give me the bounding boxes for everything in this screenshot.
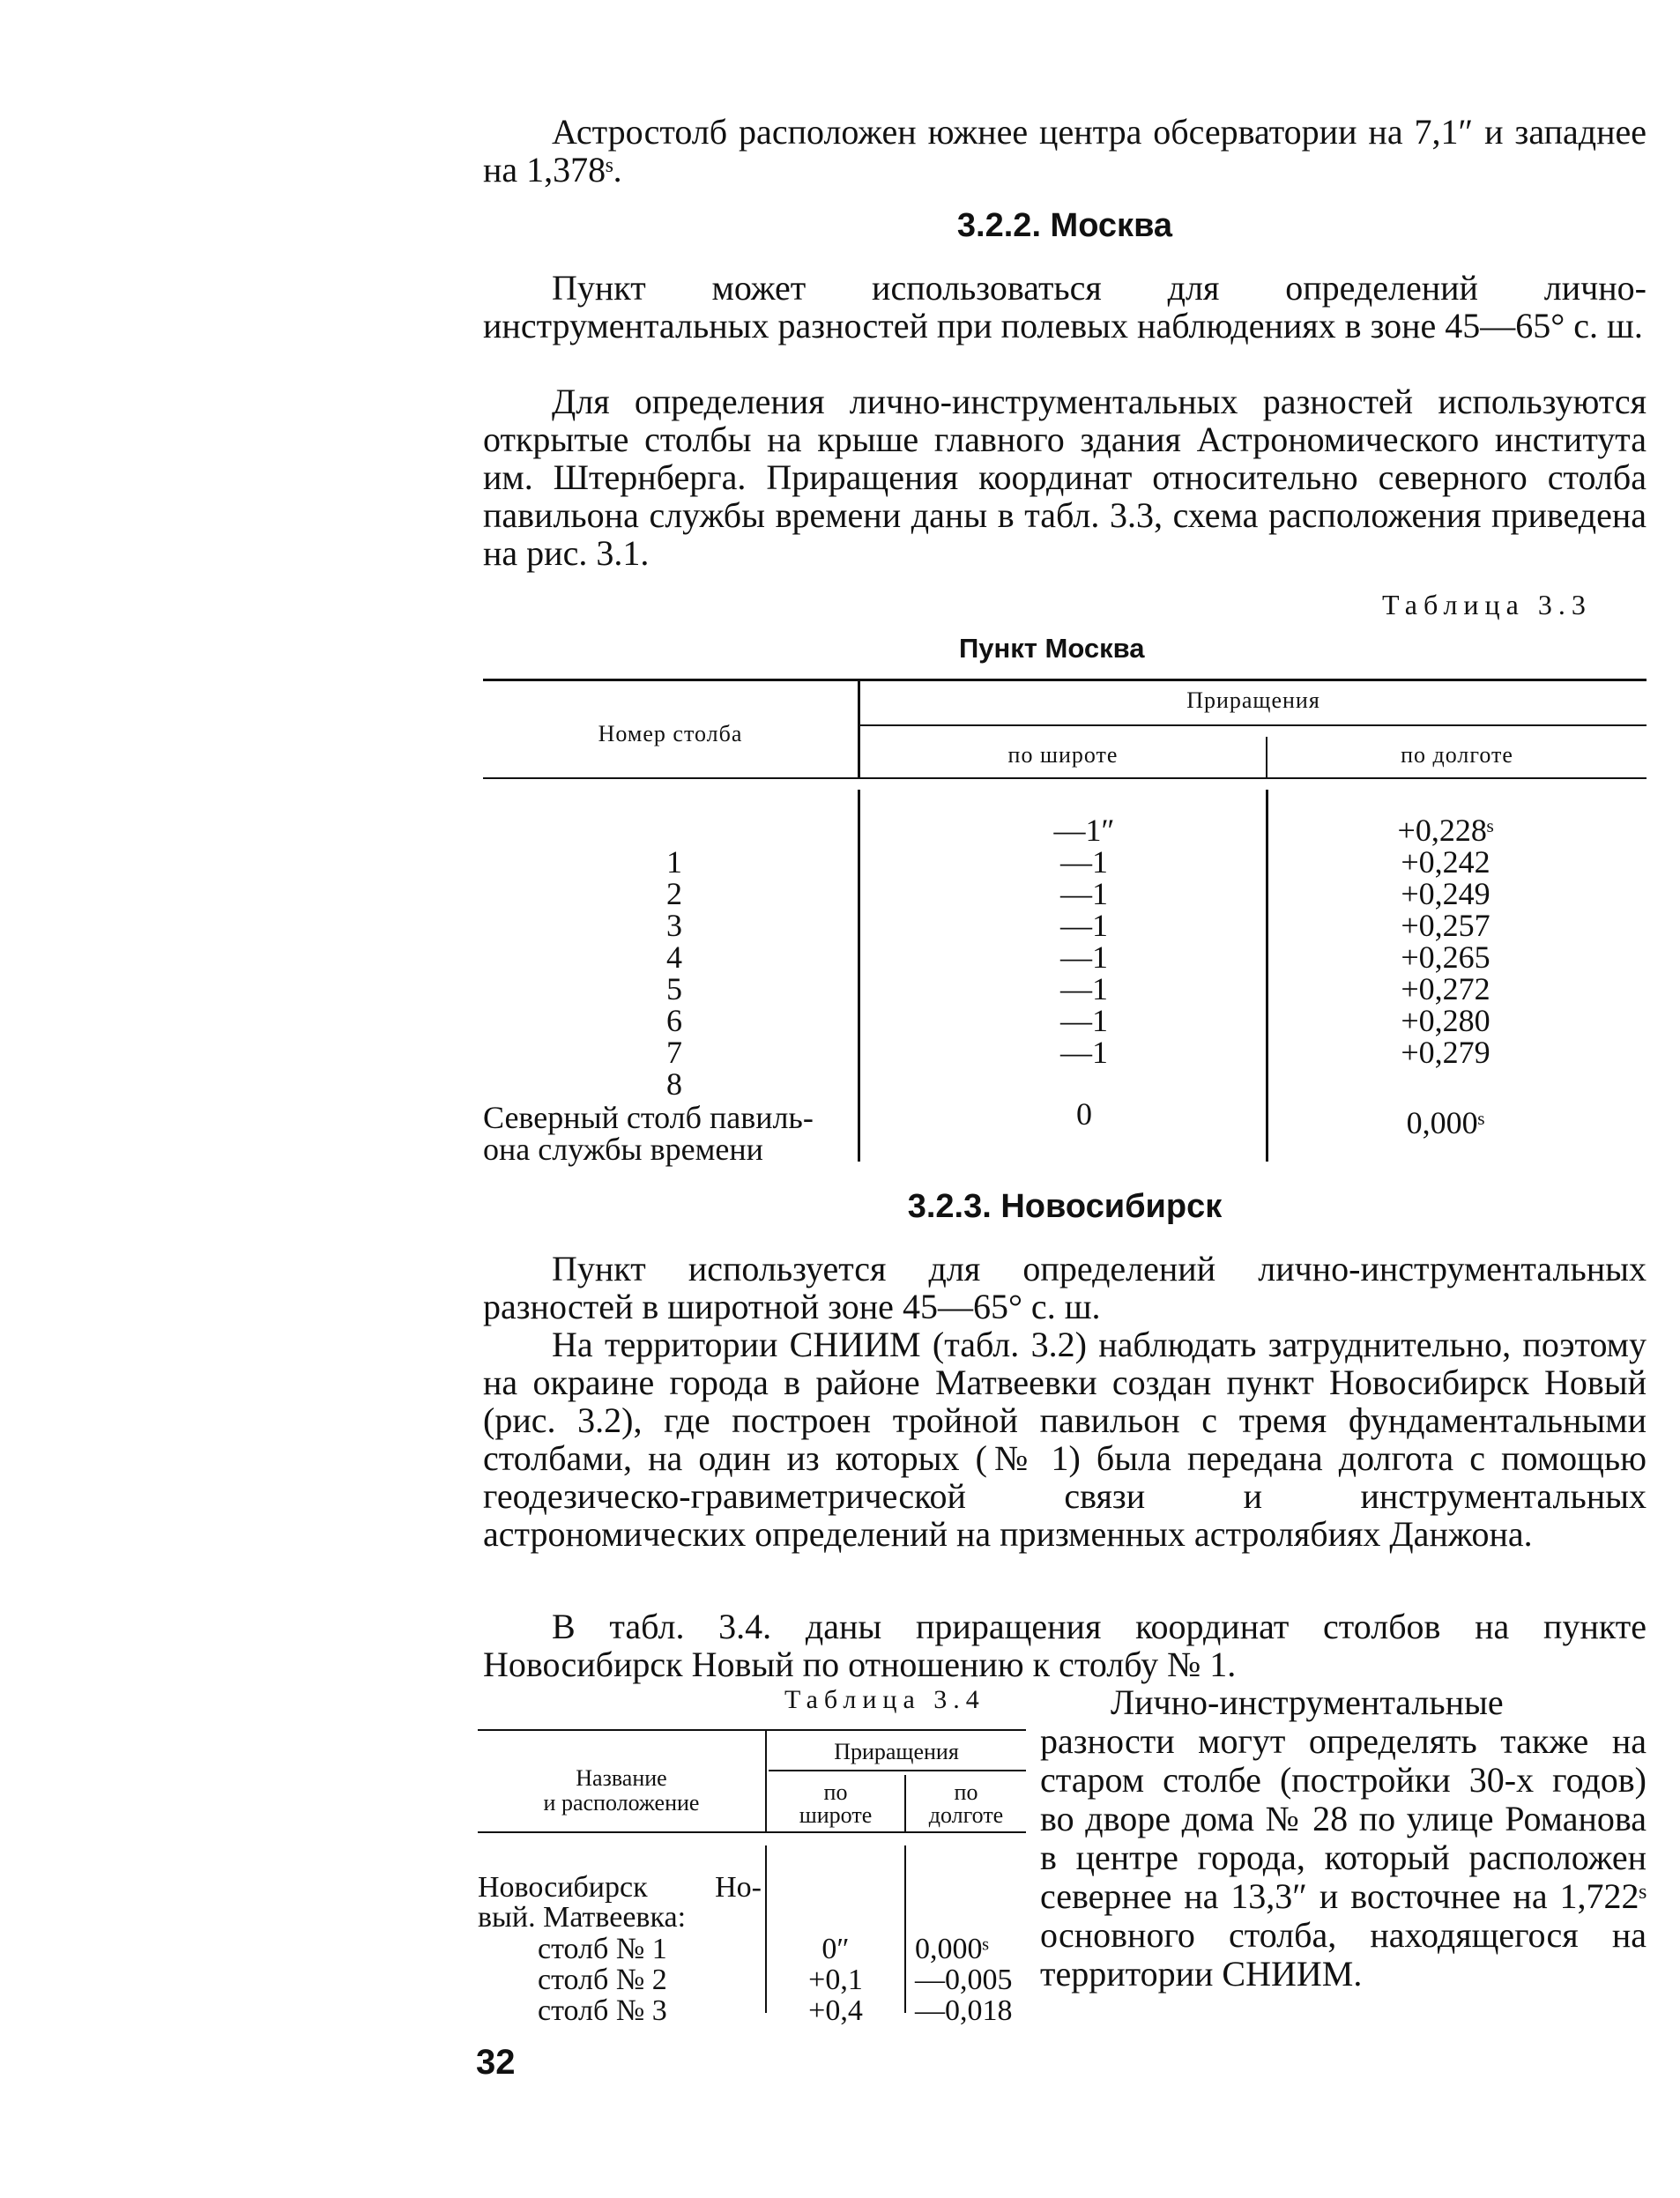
column-header-latitude: широте [799,1802,873,1828]
cell-post-name: столб № 1 [538,1933,667,1965]
cell-latitude: —1 [1060,1035,1108,1070]
cell-post-number: 6 [666,1003,682,1038]
table-rule [478,1729,1026,1731]
column-header-latitude: по [823,1779,848,1805]
table-rule [483,777,1647,779]
cell-latitude: 0 [1076,1096,1092,1132]
cell-latitude: +0,1 [808,1964,863,1996]
cell-longitude: —0,005 [915,1964,1013,1996]
cell-longitude: 0,000ˢ [915,1933,989,1965]
page-number: 32 [476,2043,516,2082]
cell-post-name: столб № 2 [538,1964,667,1996]
section-heading-moscow: 3.2.2. Москва [956,207,1173,244]
paragraph-intro: Астростолб расположен южнее центра обсерватории на 7,1″ и западнее на 1,378ˢ. [483,112,1647,189]
column-header-longitude: по [954,1779,978,1805]
cell-longitude: +0,228ˢ [1397,813,1494,848]
cell-latitude: —1 [1060,939,1108,975]
column-header-name: Название [576,1765,667,1791]
cell-post-number: 7 [666,1035,682,1070]
cell-post-number: 2 [666,876,682,911]
table-rule [904,1845,906,2013]
cell-post-number: 1 [666,844,682,880]
table-rule [1266,790,1268,1162]
cell-latitude: —1 [1060,844,1108,880]
cell-latitude: —1 [1060,876,1108,911]
cell-latitude: +0,4 [808,1994,863,2027]
column-header-longitude: долготе [928,1802,1004,1828]
column-header-post-number: Номер столба [598,721,743,746]
cell-longitude: —0,018 [915,1994,1013,2027]
cell-post-number: 3 [666,908,682,943]
paragraph-novosibirsk-4: Лично-инструментальные разности могут определять также на старом столбе (постройки 30-х годов) во дворе дома № 28 по улице Романова в центре города, который расположен севернее на 13,3″ и восточнее на 1,722ˢ основного столба, находящегося на территории СНИИМ. [1040,1682,1647,1994]
cell-longitude: +0,257 [1401,908,1490,943]
cell-post-number: 5 [666,971,682,1006]
table-rule [478,1831,1026,1833]
paragraph-novosibirsk-3: В табл. 3.4. даны приращения координат столбов на пункте Новосибирск Новый по отношению к столбу № 1. [483,1607,1647,1684]
table-3-3-label: Таблица 3.3 [1382,589,1592,620]
cell-post-number: 4 [666,939,682,975]
cell-longitude: 0,000ˢ [1406,1105,1485,1140]
paragraph-novosibirsk-2: На территории СНИИМ (табл. 3.2) наблюдать затруднительно, поэтому на окраине города в районе Матвеевки создан пункт Новосибирск Новый (рис. 3.2), где построен тройной павильон с тремя фундаментальными столбами, на один из которых (№ 1) была передана долгота с помощью геодезическо-гравиметрической связи и инструментальных астрономических определений на призменных астролябиях Данжона. [483,1325,1647,1554]
cell-longitude: +0,272 [1401,971,1490,1006]
column-header-increments: Приращения [1186,687,1320,713]
cell-latitude: 0″ [821,1933,850,1965]
cell-site-name: вый. Матвеевка: [478,1901,687,1934]
cell-post-number: 8 [666,1066,682,1102]
column-header-longitude: по долготе [1401,742,1513,768]
cell-post-name: Северный столб павиль- [483,1100,814,1135]
cell-longitude: +0,265 [1401,939,1490,975]
table-3-4-label: Таблица 3.4 [784,1685,985,1714]
table-3-3-title: Пункт Москва [959,633,1145,664]
table-rule [483,679,1647,681]
table-rule [858,790,860,1162]
paragraph-moscow-1: Пункт может использоваться для определений лично-инструментальных разностей при полевых наблюдениях в зоне 45—65° с. ш. [483,268,1647,345]
column-header-latitude: по широте [1007,742,1119,768]
table-rule [769,1770,1026,1771]
cell-latitude: —1″ [1053,813,1115,848]
table-rule [860,724,1647,726]
cell-longitude: +0,279 [1401,1035,1490,1070]
cell-latitude: —1 [1060,908,1108,943]
cell-post-name: столб № 3 [538,1994,667,2027]
cell-post-name: она службы времени [483,1132,763,1167]
column-header-increments: Приращения [834,1739,959,1764]
cell-longitude: +0,242 [1401,844,1490,880]
paragraph-moscow-2: Для определения лично-инструментальных разностей используются открытые столбы на крыше главного здания Астрономического института им. Штернберга. Приращения координат относительно северного столба павильона службы времени даны в табл. 3.3, схема расположения приведена на рис. 3.1. [483,382,1647,573]
column-header-name: и расположение [543,1790,700,1816]
cell-latitude: —1 [1060,1003,1108,1038]
cell-longitude: +0,280 [1401,1003,1490,1038]
cell-longitude: +0,249 [1401,876,1490,911]
paragraph-novosibirsk-1: Пункт используется для определений лично-инструментальных разностей в широтной зоне 45—65° с. ш. [483,1249,1647,1326]
section-heading-novosibirsk: 3.2.3. Новосибирск [907,1188,1223,1225]
cell-site-name: Новосибирск Но- [478,1871,762,1904]
cell-latitude: —1 [1060,971,1108,1006]
